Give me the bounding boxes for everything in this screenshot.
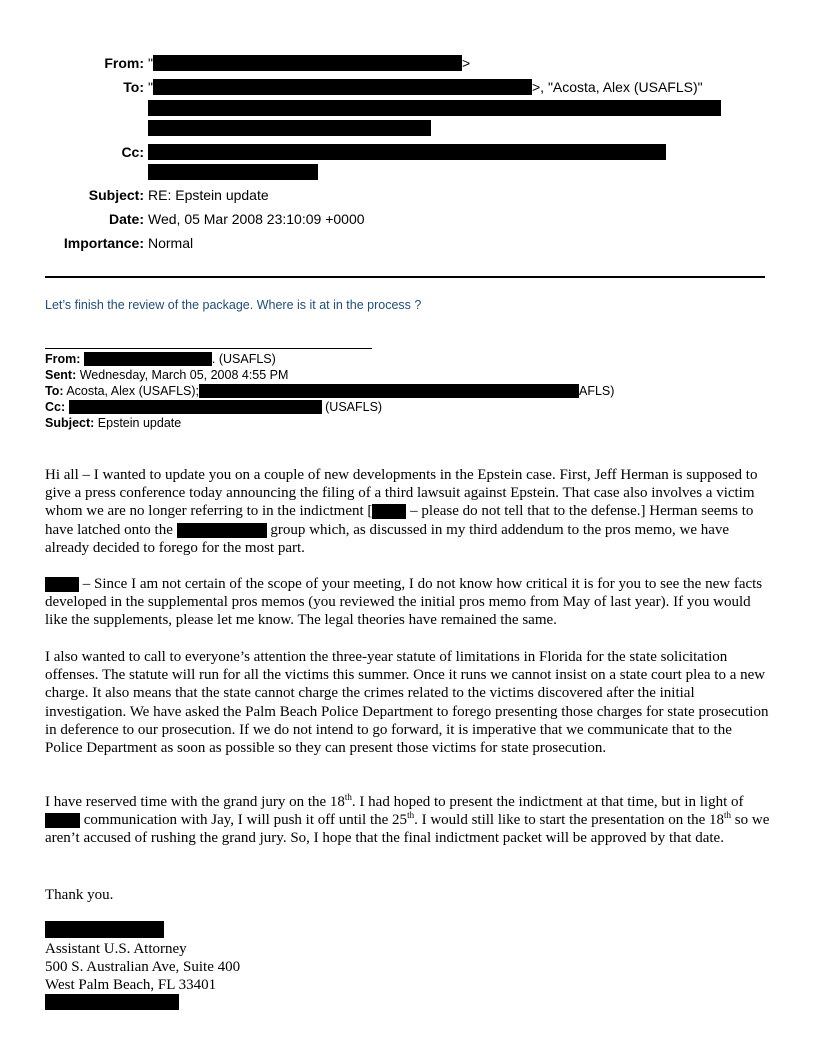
redaction-block — [148, 100, 721, 116]
fwd-subject-value: Epstein update — [97, 416, 182, 430]
redaction-block — [148, 144, 666, 160]
redaction-block — [45, 813, 80, 828]
redaction-block — [69, 400, 322, 414]
date-label: Date: — [108, 211, 144, 227]
from-open-quote: " — [148, 55, 153, 71]
header-to-row — [0, 79, 816, 95]
to-recipients: >, "Acosta, Alex (USAFLS)" — [531, 79, 703, 95]
redaction-block — [45, 921, 164, 938]
header-subject-row — [0, 187, 816, 203]
body-text: I have reserved time with the grand jury on the 18 — [45, 794, 345, 810]
superscript: th — [407, 810, 415, 821]
header-divider — [45, 276, 765, 278]
body-paragraph-2 — [45, 575, 773, 630]
signature-address-2: West Palm Beach, FL 33401 — [45, 977, 217, 993]
fwd-sent-row — [45, 367, 288, 383]
reply-text: Let’s finish the review of the package. Where is it at in the process ? — [45, 298, 422, 312]
from-label: From: — [104, 55, 144, 71]
fwd-to-row — [45, 383, 614, 399]
to-label: To: — [123, 79, 144, 95]
header-date-row — [0, 211, 816, 227]
fwd-from-suffix: . (USAFLS) — [211, 352, 276, 366]
redaction-block — [153, 55, 462, 71]
fwd-cc-row — [45, 399, 382, 415]
forward-divider — [45, 348, 372, 349]
signature-title: Assistant U.S. Attorney — [45, 941, 187, 957]
body-text: so we aren’t accused of rushing the grand jury. So, I hope that the final indictment packet will be approved by that date. — [45, 812, 770, 847]
redaction-block — [148, 120, 431, 136]
fwd-from-label: From: — [45, 352, 81, 366]
body-paragraph-1 — [45, 466, 773, 557]
redaction-block — [148, 164, 318, 180]
body-text: communication with Jay, I will push it off until the 25 — [80, 812, 408, 829]
body-paragraph-3 — [45, 648, 773, 757]
fwd-subject-row — [45, 415, 181, 431]
importance-label: Importance: — [63, 235, 144, 251]
fwd-from-row — [45, 351, 276, 367]
from-close: > — [461, 55, 471, 71]
body-paragraph-4 — [45, 793, 773, 848]
fwd-subject-label: Subject: — [45, 416, 95, 430]
subject-label: Subject: — [88, 187, 144, 203]
fwd-to-label: To: — [45, 384, 64, 398]
fwd-sent-value: Wednesday, March 05, 2008 4:55 PM — [79, 368, 289, 382]
redaction-block — [199, 384, 579, 398]
superscript: th — [724, 810, 732, 821]
fwd-to-prefix: Acosta, Alex (USAFLS); — [66, 384, 199, 398]
header-from-row — [0, 55, 816, 71]
body-text: Hi all – I wanted to update you on a couple of new developments in the Epstein case. First, Jeff Herman is supposed to give a press conference today announcing the filing of a third lawsuit against Epstein. That case also involves a victim whom we are no longer referring to in the indictment [ — [45, 467, 758, 520]
fwd-cc-label: Cc: — [45, 400, 66, 414]
body-text: group which, as discussed in my third addendum to the pros memo, we have already decided to forego for the most part. — [45, 521, 730, 556]
body-text: I also wanted to call to everyone’s attention the three-year statute of limitations in Florida for the state solicitation offenses. The statute will run for all the victims this summer. Once it runs we cannot insist on a state court plea to a new charge. It also means that the state cannot charge the crimes related to the victims discovered after the initial investigation. We have asked the Palm Beach Police Department to forego presenting those charges for state prosecution in deference to our prosecution. If we do not intend to go forward, it is imperative that we communicate that to the Police Department as soon as possible so they can present those victims for state prosecution. — [45, 649, 769, 757]
cc-label: Cc: — [121, 144, 144, 160]
body-text: . I would still like to start the presentation on the 18 — [414, 812, 725, 829]
redaction-block — [45, 994, 179, 1010]
body-text: . I had hoped to present the indictment at that time, but in light of — [351, 794, 744, 810]
subject-value: RE: Epstein update — [148, 187, 269, 203]
redaction-block — [153, 79, 532, 95]
body-text: – please do not tell that to the defense.] Herman seems to have latched onto the — [45, 503, 754, 538]
redaction-block — [372, 504, 406, 519]
date-value: Wed, 05 Mar 2008 23:10:09 +0000 — [148, 211, 365, 227]
thanks-text: Thank you. — [45, 887, 114, 903]
fwd-to-suffix: AFLS) — [579, 384, 615, 398]
body-thanks — [45, 886, 773, 904]
signature-address-1: 500 S. Australian Ave, Suite 400 — [45, 959, 241, 975]
to-open-quote: " — [148, 79, 153, 95]
body-text: – Since I am not certain of the scope of your meeting, I do not know how critical it is for you to see the new facts developed in the supplemental pros memos (you reviewed the initial pros memo from May of last year). If you would like the supplements, please let me know. The legal theories have remained the same. — [45, 576, 763, 629]
redaction-block — [177, 523, 267, 538]
header-importance-row — [0, 235, 816, 251]
redaction-block — [84, 352, 212, 366]
redaction-block — [45, 577, 79, 592]
superscript: th — [344, 792, 352, 802]
importance-value: Normal — [148, 235, 194, 251]
fwd-cc-suffix: (USAFLS) — [325, 400, 383, 414]
fwd-sent-label: Sent: — [45, 368, 77, 382]
